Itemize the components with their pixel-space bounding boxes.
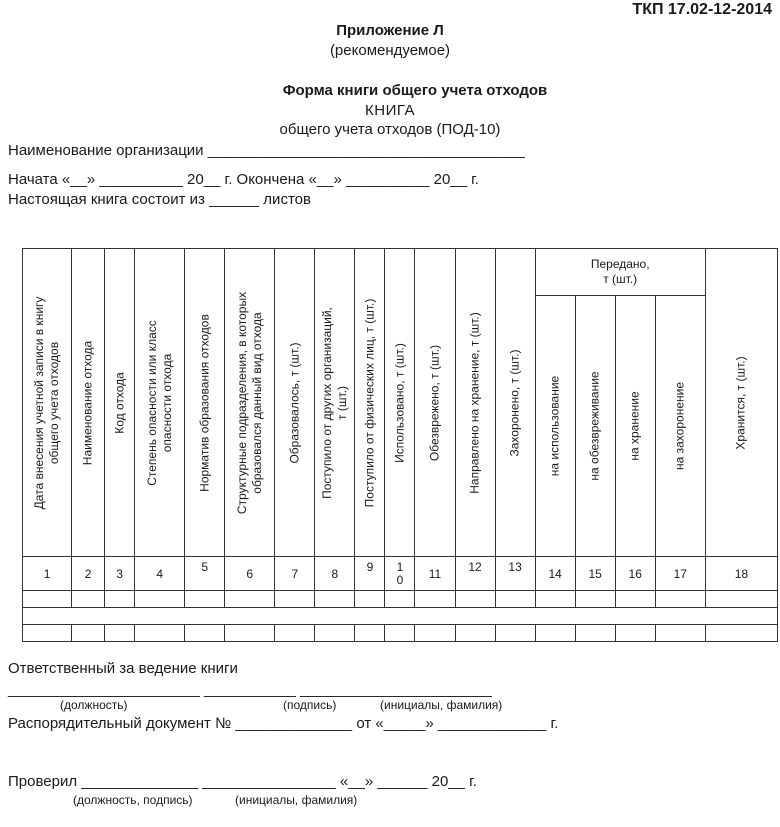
column-number: 6: [225, 557, 275, 591]
appendix-title: Приложение Л: [336, 22, 444, 39]
organization-name-line: Наименование организации ______________________________________: [8, 142, 525, 159]
column-number: 15: [575, 557, 615, 591]
column-header: на обезвреживание: [575, 296, 615, 557]
column-header: Использовано, т (шт.): [385, 249, 415, 557]
table-row: [23, 625, 778, 642]
column-header: на захоронение: [655, 296, 705, 557]
column-number: 9: [355, 557, 385, 591]
table-row: [23, 608, 778, 625]
column-header: Обезврежено, т (шт.): [415, 249, 455, 557]
column-header: Образовалось, т (шт.): [275, 249, 315, 557]
column-header: Дата внесения учетной записи в книгу общего учета отходов: [23, 249, 72, 557]
order-document-line: Распорядительный документ № ______________ от «_____» _____________ г.: [8, 715, 559, 732]
column-header: Код отхода: [105, 249, 135, 557]
checked-by-line: Проверил ______________ ________________ «__» ______ 20__ г.: [8, 773, 477, 790]
name-caption: (инициалы, фамилия): [380, 698, 503, 712]
table-row: [23, 591, 778, 608]
appendix-note: (рекомендуемое): [329, 42, 451, 59]
column-header: на хранение: [615, 296, 655, 557]
column-number: 13: [495, 557, 535, 591]
column-number: 3: [105, 557, 135, 591]
column-number: 7: [275, 557, 315, 591]
column-number: 18: [705, 557, 777, 591]
column-header: Захоронено, т (шт.): [495, 249, 535, 557]
column-number: 11: [415, 557, 455, 591]
form-title: Форма книги общего учета отходов: [282, 82, 548, 99]
column-header: Норматив образования отходов: [185, 249, 225, 557]
position-caption: (должность): [60, 698, 128, 712]
column-header: Структурные подразделения, в которых образовался данный вид отхода: [225, 249, 275, 557]
checker-name-caption: (инициалы, фамилия): [235, 793, 358, 807]
column-header: Хранится, т (шт.): [705, 249, 777, 557]
column-number: 8: [315, 557, 355, 591]
column-number: 5: [185, 557, 225, 591]
signature-line: _______________________ ___________ _______________________: [8, 681, 492, 698]
sheets-count-line: Настоящая книга состоит из ______ листов: [8, 191, 311, 208]
column-number: 2: [72, 557, 105, 591]
column-number: 1 0: [385, 557, 415, 591]
position-signature-caption: (должность, подпись): [73, 793, 193, 807]
column-header: Наименование отхода: [72, 249, 105, 557]
column-number: 17: [655, 557, 705, 591]
book-dates-line: Начата «__» __________ 20__ г. Окончена «__» __________ 20__ г.: [8, 171, 479, 188]
column-header: Направлено на хранение, т (шт.): [455, 249, 495, 557]
waste-accounting-table: [22, 248, 778, 642]
book-title: КНИГА: [365, 102, 415, 119]
column-header: Степень опасности или класс опасности отхода: [135, 249, 185, 557]
responsible-person-label: Ответственный за ведение книги: [8, 660, 238, 677]
column-number: 4: [135, 557, 185, 591]
column-number: 1: [23, 557, 72, 591]
column-header: на использование: [535, 296, 575, 557]
document-code: ТКП 17.02-12-2014: [632, 1, 772, 18]
column-number: 12: [455, 557, 495, 591]
transferred-group-header: Передано, т (шт.): [535, 249, 705, 296]
column-number: 14: [535, 557, 575, 591]
column-number: 16: [615, 557, 655, 591]
column-header: Поступило от физических лиц, т (шт.): [355, 249, 385, 557]
signature-caption: (подпись): [283, 698, 337, 712]
book-subtitle: общего учета отходов (ПОД-10): [279, 121, 501, 138]
column-header: Поступило от других организаций, т (шт.): [315, 249, 355, 557]
